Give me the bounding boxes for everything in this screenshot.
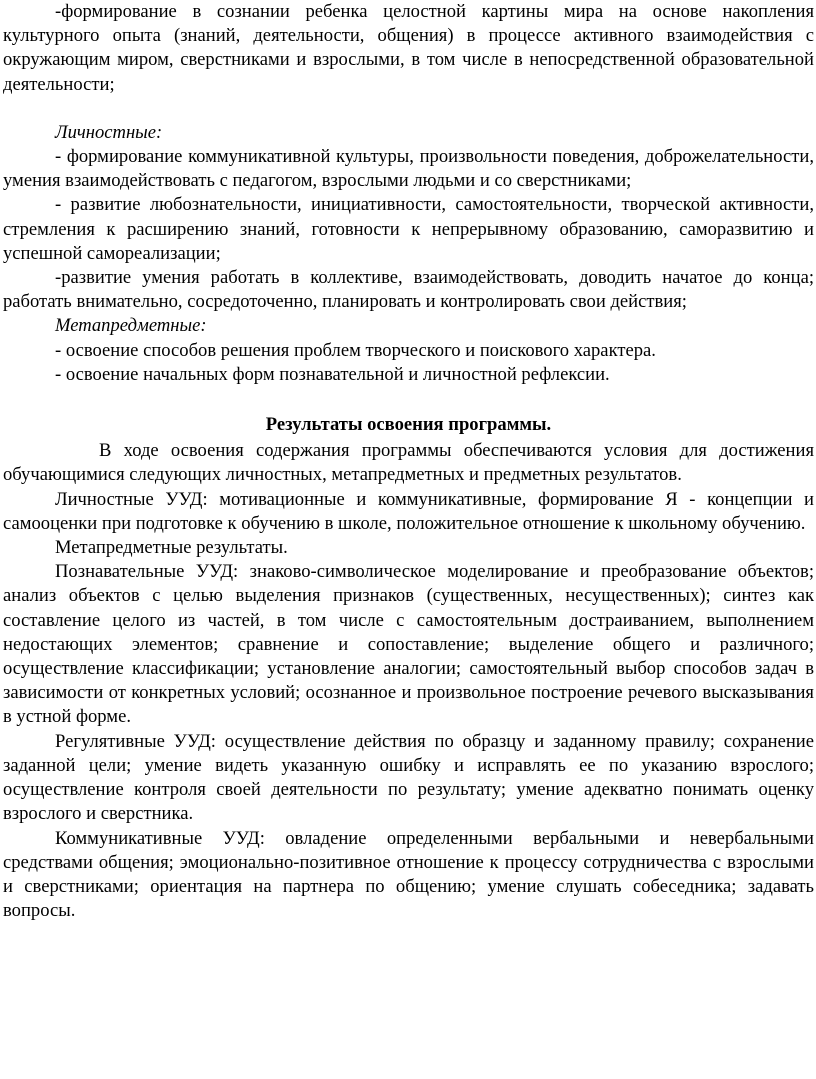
paragraph-worldview: -формирование в сознании ребенка целостной картины мира на основе накопления культурного опыта (знаний, деятельности, общения) в процессе активного взаимодействия с окружающим миром, сверстниками и взрослыми, в том числе в непосредственной образовательной деятельности; bbox=[3, 1, 814, 95]
meta-results-heading: Метапредметные результаты. bbox=[55, 537, 288, 559]
meta-item-2: - освоение начальных форм познавательной и личностной рефлексии. bbox=[55, 363, 610, 385]
cognitive-uud: Познавательные УУД: знаково-символическое моделирование и преобразование объектов; анализ объектов с целью выделения признаков (существенных, несущественных); синтез как составление целого из частей, в том числе с самостоятельным достраиванием, выполнением недостающих элементов; сравнение и сопоставление; выделение общего и различного; осуществление классификации; установление аналогии; самостоятельный выбор способов задач в зависимости от конкретных условий; осознанное и произвольное построение речевого высказывания в устной форме. bbox=[3, 561, 814, 728]
results-title: Результаты освоения программы. bbox=[265, 414, 552, 436]
personal-item-3: -развитие умения работать в коллективе, взаимодействовать, доводить начатое до конца; работать внимательно, сосредоточенно, планировать и контролировать свои действия; bbox=[3, 267, 814, 313]
heading-metasubject: Метапредметные: bbox=[55, 315, 207, 337]
communicative-uud: Коммуникативные УУД: овладение определенными вербальными и невербальными средствами общения; эмоционально-позитивное отношение к процессу сотрудничества с взрослыми и сверстниками; ориентация на партнера по общению; умение слушать собеседника; задавать вопросы. bbox=[3, 827, 814, 922]
personal-item-2: - развитие любознательности, инициативности, самостоятельности, творческой активности, стремления к расширению знаний, готовности к непрерывному образованию, саморазвитию и успешной самореализации; bbox=[3, 194, 814, 264]
meta-item-1: - освоение способов решения проблем творческого и поискового характера. bbox=[55, 339, 656, 361]
regulative-uud: Регулятивные УУД: осуществление действия по образцу и заданному правилу; сохранение заданной цели; умение видеть указанную ошибку и исправлять ее по указанию взрослого; осуществление контроля своей деятельности по результату; умение адекватно понимать оценку взрослого и сверстника. bbox=[3, 730, 814, 825]
results-intro: В ходе освоения содержания программы обеспечиваются условия для достижения обучающимися следующих личностных, метапредметных и предметных результатов. bbox=[3, 440, 814, 486]
personal-uud: Личностные УУД: мотивационные и коммуникативные, формирование Я - концепции и самооценки при подготовке к обучению в школе, положительное отношение к школьному обучению. bbox=[3, 488, 814, 534]
personal-item-1: - формирование коммуникативной культуры, произвольности поведения, доброжелательности, умения взаимодействовать с педагогом, взрослыми людьми и со сверстниками; bbox=[3, 146, 814, 192]
heading-personal: Личностные: bbox=[55, 121, 163, 143]
